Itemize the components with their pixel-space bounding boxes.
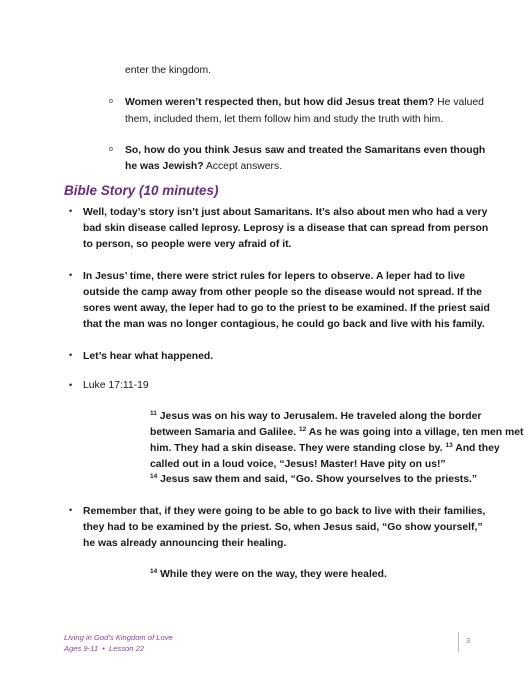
verse-14-text: Jesus saw them and said, “Go. Show yourselves to the priests.” (157, 474, 478, 485)
verse-14-number: 14 (150, 473, 158, 480)
verse-14-text-2: While they were on the way, they were healed. (157, 569, 387, 580)
scripture-reference: Luke 17:11-19 (83, 380, 149, 391)
paragraph-3: Let’s hear what happened. (83, 351, 214, 362)
paragraph-5-line-2: they had to be examined by the priest. So, when Jesus said, “Go show yourself,” (83, 522, 483, 533)
verse-13-number: 13 (445, 442, 453, 449)
question-samaritans: So, how do you think Jesus saw and treated the Samaritans even though (125, 145, 486, 156)
bullet-4: • (69, 380, 73, 390)
verse-14-number-2: 14 (150, 568, 158, 575)
bullet-2: • (69, 270, 73, 280)
verse-12-text-b: him. They had a skin disease. They were standing close by. (150, 443, 446, 454)
question-women-bold: Women weren’t respected then, but how did Jesus treat them? (125, 97, 435, 108)
paragraph-1-line-1: Well, today’s story isn’t just about Samaritans. It’s also about men who had a very (83, 207, 488, 218)
scripture-line-4: called out in a loud voice, “Jesus! Master! Have pity on us!” (150, 459, 446, 470)
verse-11-text-a: Jesus was on his way to Jerusalem. He traveled along the border (156, 411, 482, 422)
scripture-line-2 (150, 426, 524, 439)
footer-title: Living in God’s Kingdom of Love (64, 633, 173, 642)
footer-bullet: • (102, 644, 105, 653)
question-women-answer-cont: them, included them, let them follow him and study the truth with him. (125, 114, 444, 125)
verse-11-text-b: between Samaria and Galilee. (150, 427, 299, 438)
verse-11-number: 11 (150, 410, 157, 417)
sub-bullet-2: o (109, 146, 113, 153)
scripture-line-5 (150, 473, 477, 486)
scripture-2 (150, 568, 387, 581)
intro-continuation: enter the kingdom. (125, 65, 212, 76)
page-number: 3 (466, 636, 471, 645)
footer-lesson: Lesson 22 (108, 644, 145, 653)
bullet-1: • (69, 206, 73, 216)
scripture-line-3 (150, 442, 500, 455)
paragraph-1-line-3: to person, so people were very afraid of it. (83, 239, 292, 250)
question-samaritans-answer: Accept answers. (203, 161, 283, 172)
question-women (125, 96, 484, 109)
footer-ages: Ages 9-11 (64, 644, 99, 653)
question-samaritans-bold: he was Jewish? (125, 161, 204, 172)
verse-12-number: 12 (299, 426, 307, 433)
bullet-5: • (69, 505, 73, 515)
paragraph-2-line-3: sores went away, the leper had to go to the priest to be examined. If the priest said (83, 303, 490, 314)
paragraph-2-line-1: In Jesus’ time, there were strict rules for lepers to observe. A leper had to live (83, 271, 466, 282)
bullet-3: • (69, 350, 73, 360)
paragraph-5-line-1: Remember that, if they were going to be able to go back to live with their families, (83, 506, 486, 517)
question-samaritans-cont (125, 160, 282, 173)
section-heading: Bible Story (10 minutes) (64, 183, 219, 198)
footer-subtitle (64, 644, 144, 653)
paragraph-2-line-2: outside the camp away from other people so the disease would not spread. If the (83, 287, 482, 298)
paragraph-1-line-2: bad skin disease called leprosy. Leprosy is a disease that can spread from person (83, 223, 489, 234)
footer-divider (458, 632, 459, 652)
paragraph-5-line-3: he was already announcing their healing. (83, 538, 287, 549)
sub-bullet-1: o (109, 98, 113, 105)
verse-12-text-a: As he was going into a village, ten men met (306, 427, 524, 438)
scripture-line-1 (150, 410, 481, 423)
paragraph-2-line-4: that the man was no longer contagious, he could go back and live with his family. (83, 319, 485, 330)
verse-13-text-a: And they (452, 443, 500, 454)
question-women-answer: He valued (434, 97, 484, 108)
